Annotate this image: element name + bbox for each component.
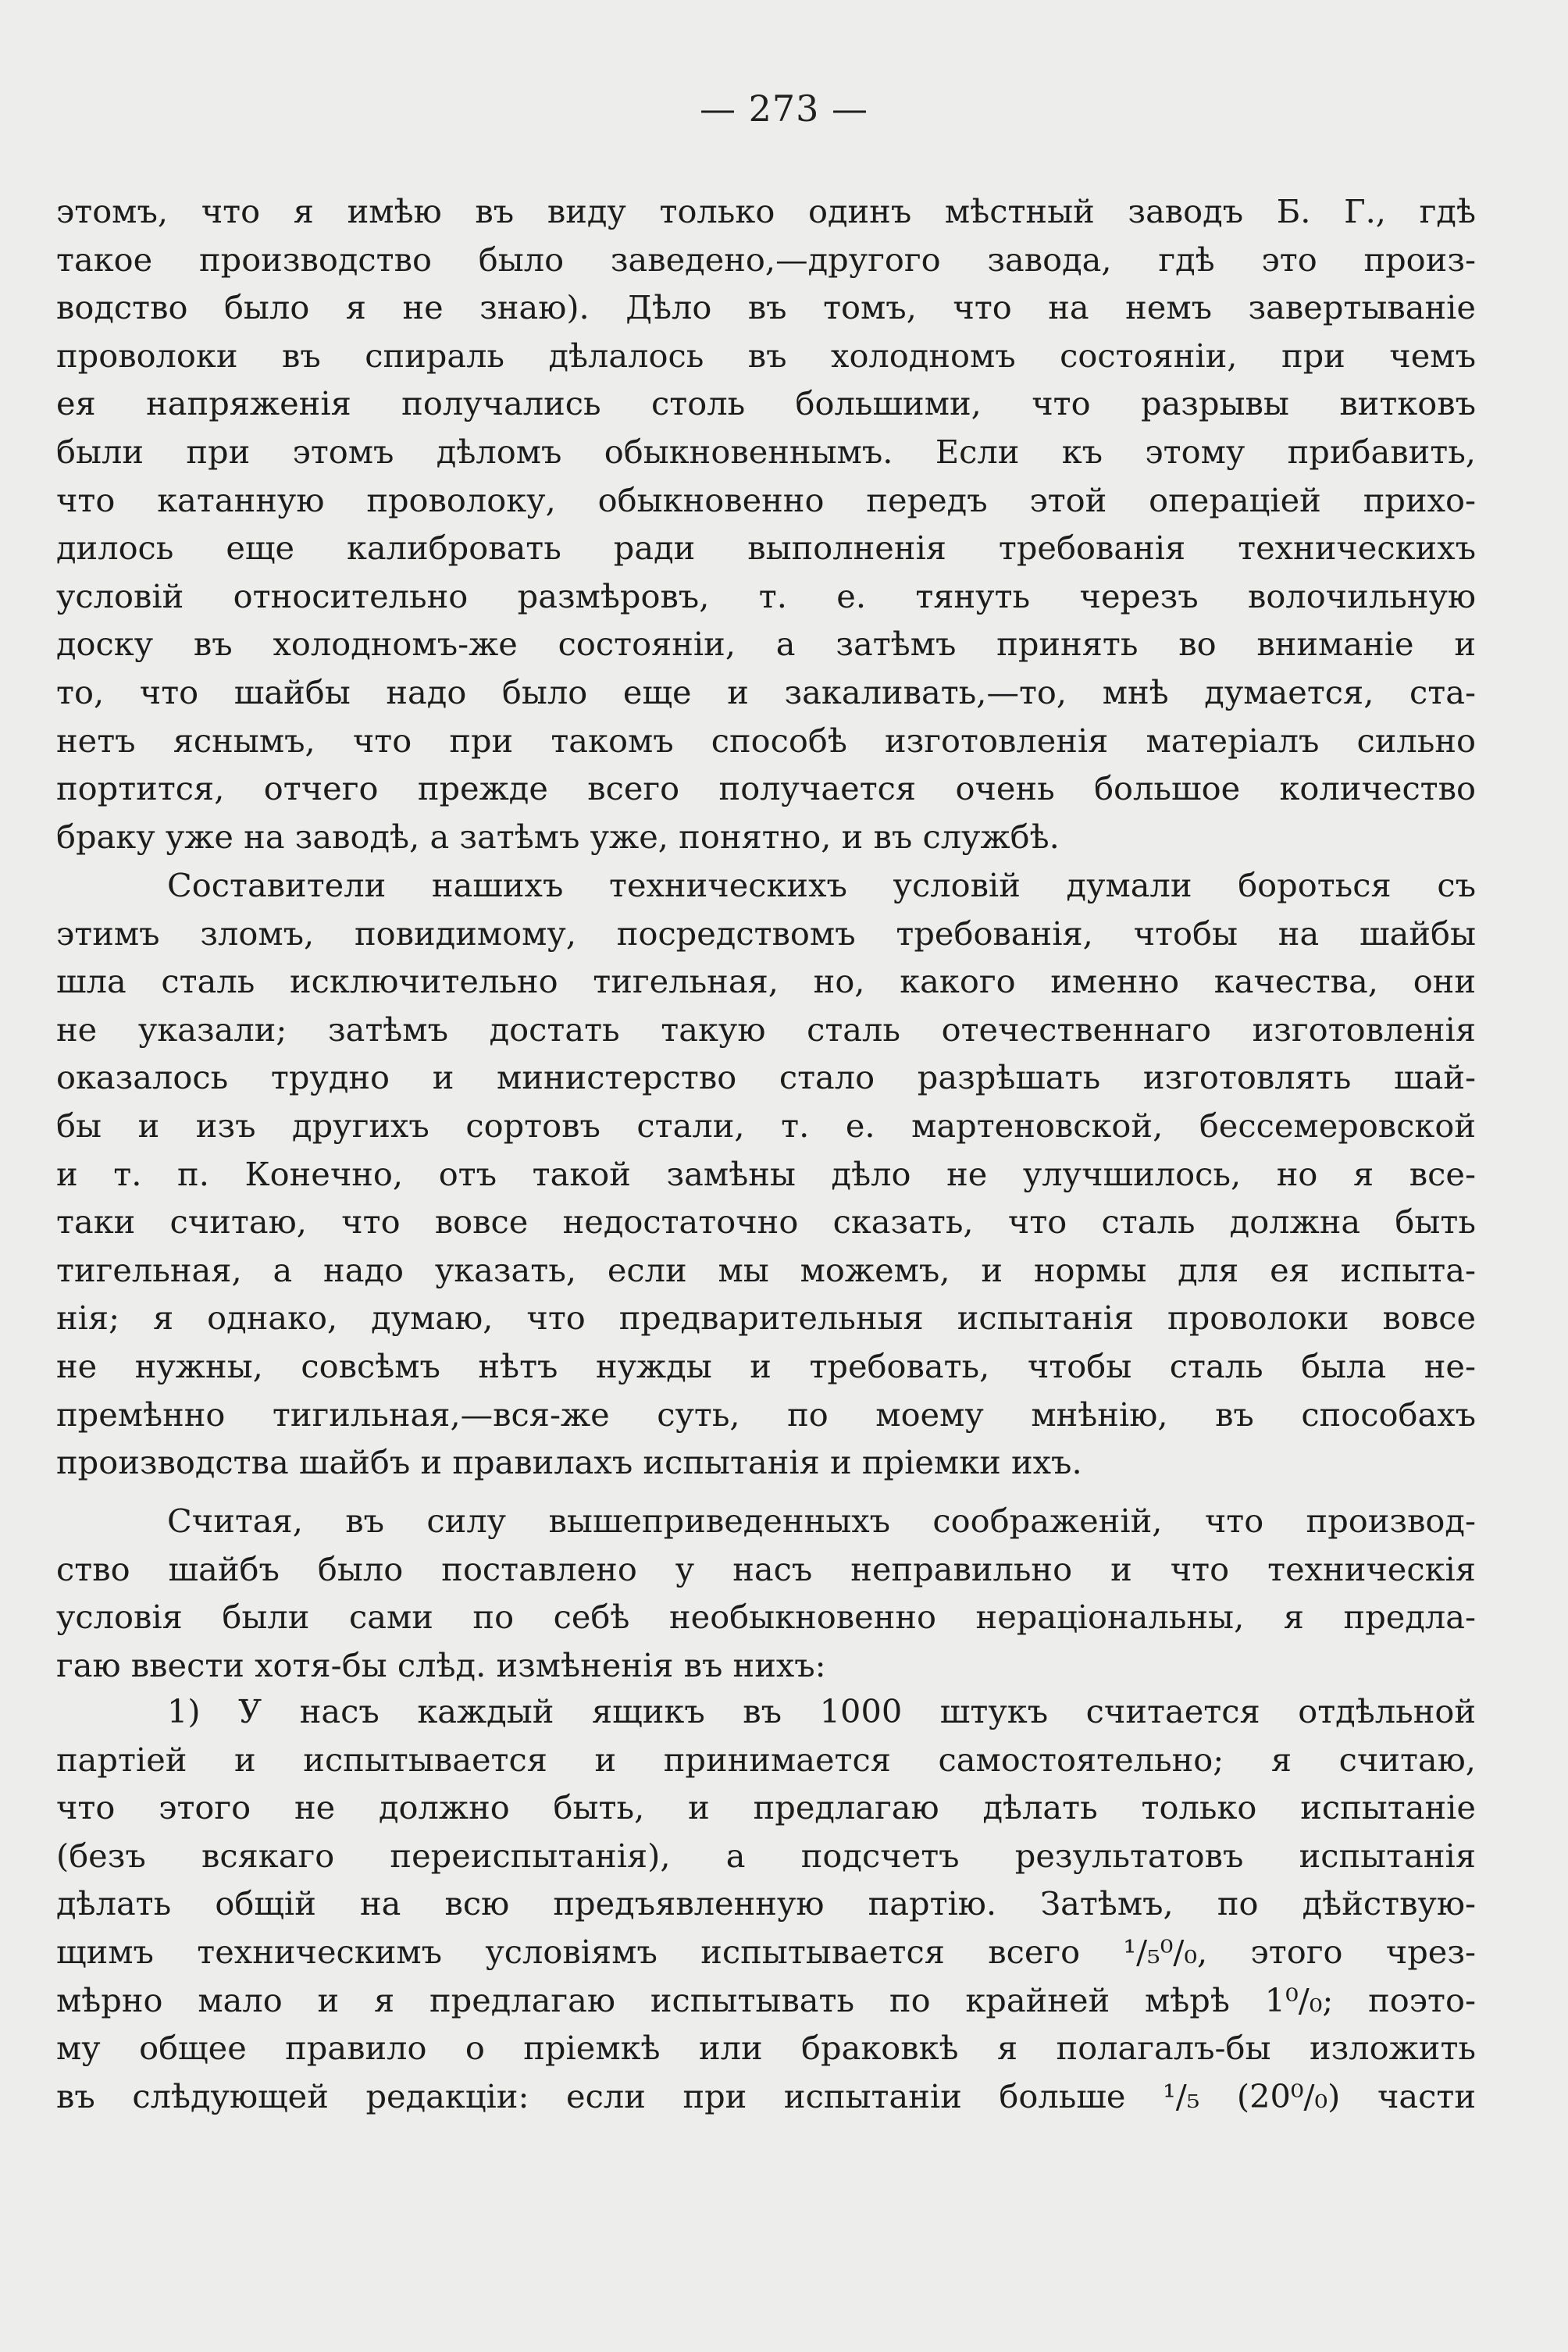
text-line: ея напряженія получались столь большими, что разрывы витковъ [56,384,1476,423]
text-line: (безъ всякаго переиспытанія), а подсчетъ результатовъ испытанія [56,1836,1476,1875]
text-line: нія; я однако, думаю, что предварительныя испытанія проволоки вовсе [56,1299,1476,1338]
text-line: производства шайбъ и правилахъ испытанія и пріемки ихъ. [56,1443,1082,1482]
text-line: проволоки въ спираль дѣлалось въ холодномъ состояніи, при чемъ [56,336,1476,375]
text-line: не указали; затѣмъ достать такую сталь отечественнаго изготовленія [56,1010,1476,1049]
text-line: тигельная, а надо указать, если мы можемъ, и нормы для ея испыта- [56,1250,1476,1289]
text-line: шла сталь исключительно тигельная, но, какого именно качества, они [56,962,1476,1001]
text-line: что этого не должно быть, и предлагаю дѣлать только испытаніе [56,1788,1476,1827]
text-line: му общее правило о пріемкѣ или браковкѣ я полагалъ-бы изложить [56,2029,1476,2068]
text-line: не нужны, совсѣмъ нѣтъ нужды и требовать, чтобы сталь была не- [56,1346,1476,1385]
paragraph-4 [56,1687,1476,2120]
text-line: дѣлать общій на всю предъявленную партію. Затѣмъ, по дѣйствую- [56,1884,1476,1923]
paragraph-1 [56,187,1476,861]
text-line: портится, отчего прежде всего получается очень большое количество [56,769,1476,808]
text-line: условій относительно размѣровъ, т. е. тянуть черезъ волочильную [56,576,1476,615]
paragraph-3 [56,1497,1476,1689]
paragraph-2 [56,861,1476,1487]
text-line: оказалось трудно и министерство стало разрѣшать изготовлять шай- [56,1058,1476,1097]
text-line: условія были сами по себѣ необыкновенно нераціональны, я предла- [56,1598,1476,1637]
text-line: браку уже на заводѣ, а затѣмъ уже, понятно, и въ службѣ. [56,817,1060,856]
text-line: ство шайбъ было поставлено у насъ неправильно и что техническія [56,1549,1476,1588]
text-line: премѣнно тигильная,—вся-же суть, по моему мнѣнію, въ способахъ [56,1395,1476,1434]
text-line: то, что шайбы надо было еще и закаливать,—то, мнѣ думается, ста- [56,672,1476,711]
text-line: и т. п. Конечно, отъ такой замѣны дѣло не улучшилось, но я все- [56,1154,1476,1193]
text-line: партіей и испытывается и принимается самостоятельно; я считаю, [56,1740,1476,1779]
text-line: Считая, въ силу вышеприведенныхъ соображеній, что производ- [167,1502,1476,1540]
text-line: гаю ввести хотя-бы слѣд. измѣненія въ нихъ: [56,1645,826,1684]
text-line: водство было я не знаю). Дѣло въ томъ, что на немъ завертываніе [56,288,1476,327]
text-line: доску въ холодномъ-же состояніи, а затѣмъ принять во вниманіе и [56,625,1476,664]
text-line: были при этомъ дѣломъ обыкновеннымъ. Если къ этому прибавить, [56,432,1476,471]
text-line: въ слѣдующей редакціи: если при испытаніи больше ¹/₅ (20⁰/₀) части [56,2076,1476,2115]
text-line: дилось еще калибровать ради выполненія требованія техническихъ [56,529,1476,568]
text-line: этимъ зломъ, повидимому, посредствомъ требованія, чтобы на шайбы [56,914,1476,953]
text-line: нетъ яснымъ, что при такомъ способѣ изготовленія матеріалъ сильно [56,721,1476,760]
text-line: мѣрно мало и я предлагаю испытывать по крайней мѣрѣ 1⁰/₀; поэто- [56,1980,1476,2019]
text-line: таки считаю, что вовсе недостаточно сказать, что сталь должна быть [56,1203,1476,1242]
text-line: такое производство было заведено,—другого завода, гдѣ это произ- [56,240,1476,279]
text-line: что катанную проволоку, обыкновенно передъ этой операціей прихо- [56,480,1476,519]
text-line: Составители нашихъ техническихъ условій думали бороться съ [167,866,1476,904]
page-number: — 273 — [699,87,869,130]
text-line: щимъ техническимъ условіямъ испытывается всего ¹/₅⁰/₀, этого чрез- [56,1932,1476,1971]
text-line: 1) У насъ каждый ящикъ въ 1000 штукъ считается отдѣльной [167,1692,1476,1730]
text-line: этомъ, что я имѣю въ виду только одинъ мѣстный заводъ Б. Г., гдѣ [56,192,1476,230]
text-line: бы и изъ другихъ сортовъ стали, т. е. мартеновской, бессемеровской [56,1106,1476,1145]
